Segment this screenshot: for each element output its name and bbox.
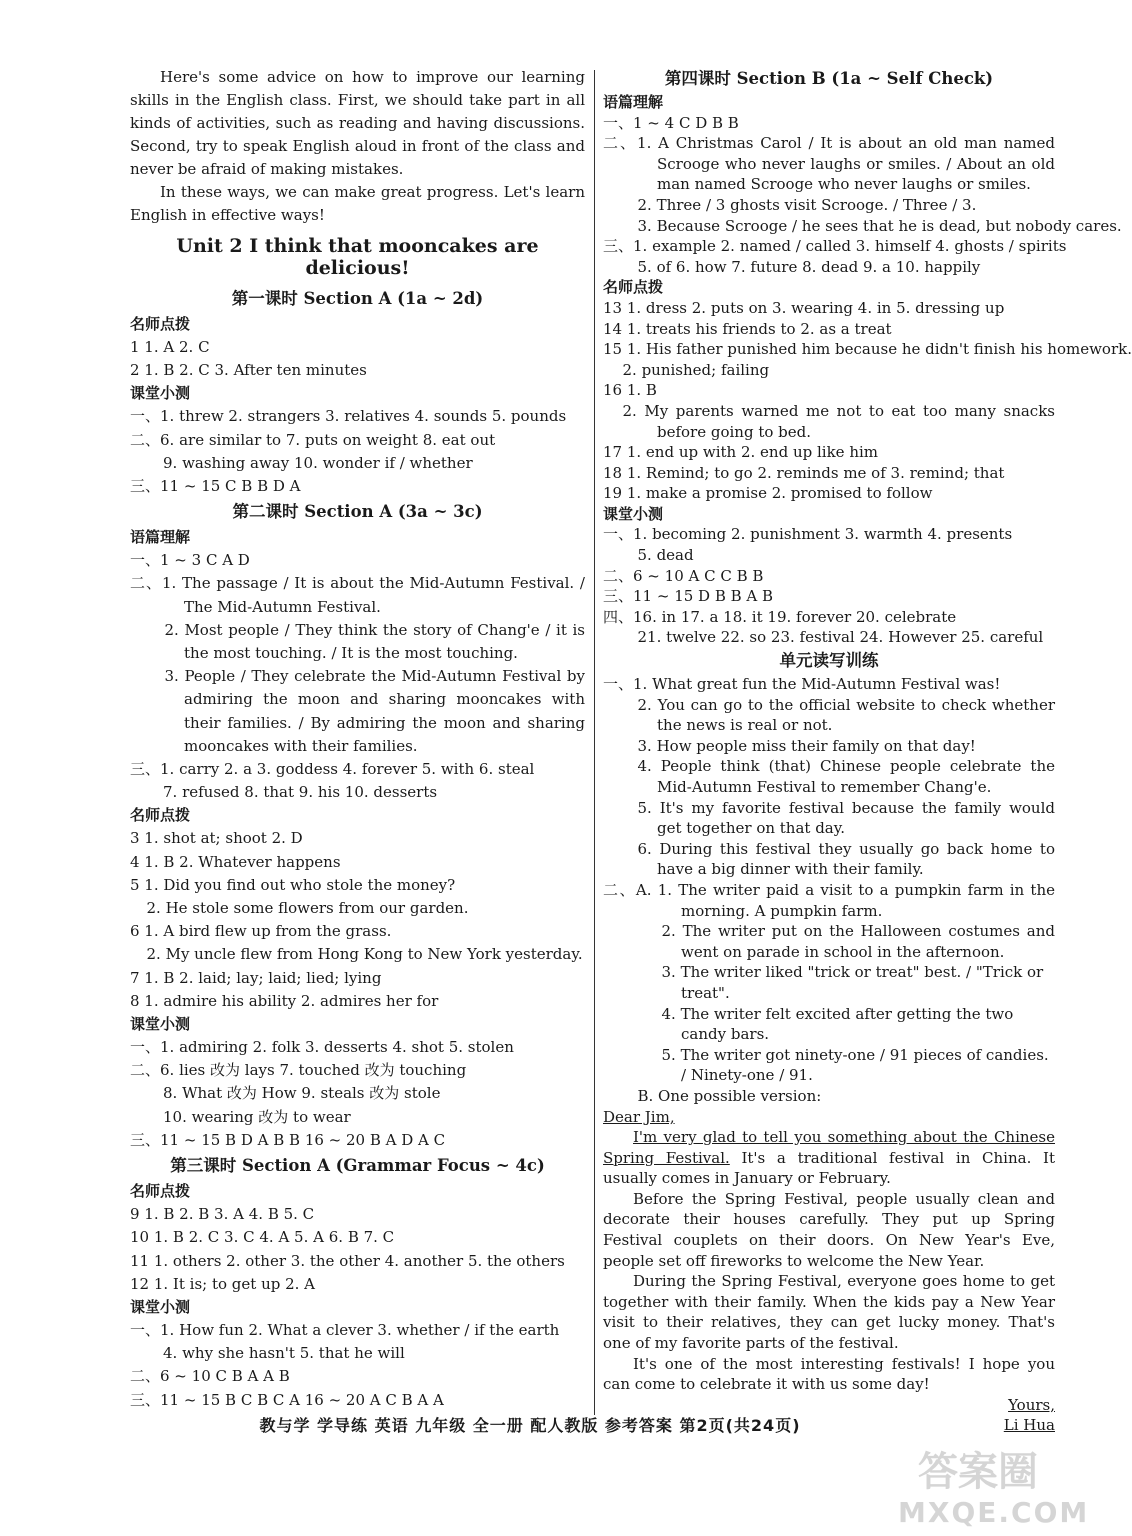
answer-line: 19 1. make a promise 2. promised to follow [603, 484, 933, 503]
page-footer: 教与学 学导练 英语 九年级 全一册 配人教版 参考答案 第2页(共24页) [259, 1416, 801, 1435]
answer-line: 2. Most people / They think the story of Chang'e / it is the most touching. / It is the most touching. [164, 620, 585, 663]
answer-line: 四、16. in 17. a 18. it 19. forever 20. celebrate [603, 607, 957, 626]
unit-training-heading: 单元读写训练 [779, 651, 879, 671]
letter-text: It's a traditional festival in China. It usually comes in January or February. [603, 1148, 1055, 1188]
answer-line: 2. The writer put on the Halloween costumes and went on parade in school in the afternoon. [661, 922, 1055, 961]
letter-paragraph: It's one of the most interesting festivals! I hope you can come to celebrate it with us some day! [603, 1354, 1055, 1394]
answer-line: 二、1. A Christmas Carol / It is about an old man named Scrooge who never laughs or smiles. / About an old man named Scrooge who never laughs or smiles. [603, 134, 1055, 194]
answer-line: 2 1. B 2. C 3. After ten minutes [130, 361, 367, 380]
answer-line: 3. People / They celebrate the Mid-Autumn Festival by admiring the moon and sharing mooncakes with their families. / By admiring the moon and sharing mooncakes with their families. [164, 667, 585, 755]
answer-line: 9 1. B 2. B 3. A 4. B 5. C [130, 1205, 315, 1224]
section-label: 课堂小测 [130, 1297, 191, 1316]
answer-line: 15 1. His father punished him because he didn't finish his homework. [603, 340, 1132, 359]
answer-line: 3 1. shot at; shoot 2. D [130, 829, 303, 848]
answer-line: 一、1. threw 2. strangers 3. relatives 4. sounds 5. pounds [130, 407, 567, 426]
answer-line: 4. why she hasn't 5. that he will [163, 1344, 405, 1363]
letter-closing: Yours, [1008, 1395, 1055, 1414]
answer-line: 二、6 ~ 10 A C C B B [603, 566, 764, 585]
letter-paragraph: Before the Spring Festival, people usually clean and decorate their houses carefully. They put up Spring Festival couplets on their doors. On New Year's Eve, people set off fireworks to welcome the New Year. [603, 1189, 1055, 1270]
answer-line: 5. dead [637, 546, 694, 565]
section-label: 名师点拨 [130, 806, 191, 825]
answer-line: 1 1. A 2. C [130, 338, 210, 356]
lesson-2-heading: 第二课时 Section A (3a ~ 3c) [232, 502, 483, 522]
answer-line: 二、6. lies 改为 lays 7. touched 改为 touching [130, 1061, 467, 1080]
answer-line: 二、6. are similar to 7. puts on weight 8. eat out [130, 430, 496, 449]
answer-line: 5. of 6. how 7. future 8. dead 9. a 10. happily [637, 257, 981, 276]
letter-paragraph [603, 1127, 1055, 1189]
answer-line: 一、1. becoming 2. punishment 3. warmth 4. presents [603, 525, 1013, 544]
answer-line: 4. The writer felt excited after getting the two candy bars. [661, 1004, 1014, 1044]
lesson-1-heading: 第一课时 Section A (1a ~ 2d) [231, 289, 484, 308]
letter-greeting: Dear Jim, [603, 1107, 675, 1126]
intro-paragraph: In these ways, we can make great progress. Let's learn English in effective ways! [130, 183, 585, 224]
answer-line: 三、11 ~ 15 C B B D A [130, 477, 301, 496]
right-column [603, 66, 1132, 1436]
answer-line: 3. Because Scrooge / he sees that he is dead, but nobody cares. [637, 216, 1122, 235]
answer-line: 16 1. B [603, 381, 657, 400]
answer-line: 三、1. example 2. named / called 3. himself 4. ghosts / spirits [603, 237, 1067, 256]
answer-line: 10 1. B 2. C 3. C 4. A 5. A 6. B 7. C [130, 1228, 395, 1247]
lesson-3-heading: 第三课时 Section A (Grammar Focus ~ 4c) [170, 1156, 545, 1176]
section-label: 课堂小测 [130, 1015, 191, 1034]
answer-line: 3. How people miss their family on that day! [637, 736, 976, 755]
answer-line: 12 1. It is; to get up 2. A [130, 1274, 316, 1293]
answer-line: 18 1. Remind; to go 2. reminds me of 3. remind; that [603, 463, 1005, 482]
answer-line: 6. During this festival they usually go back home to have a big dinner with their family. [637, 839, 1055, 879]
answer-line: 17 1. end up with 2. end up like him [603, 443, 878, 462]
answer-line: 5 1. Did you find out who stole the money? [130, 875, 456, 894]
letter-paragraph: During the Spring Festival, everyone goes home to get together with their family. When the kids pay a New Year visit to their relatives, they can get lucky money. That's one of my favorite parts of the festival. [603, 1272, 1055, 1353]
answer-line: 3. The writer liked "trick or treat" best. / "Trick or treat". [661, 963, 1044, 1002]
answer-line: 7 1. B 2. laid; lay; laid; lied; lying [130, 968, 382, 987]
answer-line: 二、6 ~ 10 C B A A B [130, 1367, 290, 1386]
answer-line: 6 1. A bird flew up from the grass. [130, 922, 392, 941]
answer-line: 2. Three / 3 ghosts visit Scrooge. / Three / 3. [637, 195, 977, 214]
answer-line: 2. My uncle flew from Hong Kong to New York yesterday. [146, 945, 583, 964]
lesson-4-heading: 第四课时 Section B (1a ~ Self Check) [664, 69, 994, 88]
answer-line: 11 1. others 2. other 3. the other 4. another 5. the others [130, 1251, 565, 1270]
answer-line: 5. The writer got ninety-one / 91 pieces of candies. / Ninety-one / 91. [661, 1045, 1049, 1085]
letter-signature: Li Hua [1003, 1416, 1055, 1435]
section-label: 名师点拨 [603, 278, 664, 297]
section-label: 名师点拨 [130, 1182, 191, 1201]
answer-line: 13 1. dress 2. puts on 3. wearing 4. in 5. dressing up [603, 298, 1005, 317]
unit-title: Unit 2 I think that mooncakes are delicious! [176, 235, 539, 279]
answer-line: 5. It's my favorite festival because the family would get together on that day. [637, 798, 1055, 838]
answer-line: 三、11 ~ 15 D B B A B [603, 587, 774, 606]
answer-line: 三、11 ~ 15 B D A B B 16 ~ 20 B A D A C [130, 1130, 446, 1149]
answer-line: 一、1. What great fun the Mid-Autumn Festival was! [603, 675, 1001, 694]
section-label: 课堂小测 [603, 504, 664, 523]
intro-paragraph: Here's some advice on how to improve our learning skills in the English class. First, we should take part in all kinds of activities, such as reading and having discussions. Second, try to speak English aloud in front of the class and never be afraid of making mistakes. [130, 68, 585, 178]
answer-line: 一、1. How fun 2. What a clever 3. whether / if the earth [130, 1320, 560, 1339]
watermark-logo [898, 1440, 1090, 1534]
answer-line: B. One possible version: [637, 1086, 822, 1105]
section-label: 语篇理解 [130, 528, 191, 547]
answer-line: 14 1. treats his friends to 2. as a treat [603, 319, 892, 338]
answer-line: 二、1. The passage / It is about the Mid-Autumn Festival. / The Mid-Autumn Festival. [130, 574, 585, 616]
answer-line: 二、A. 1. The writer paid a visit to a pumpkin farm in the morning. A pumpkin farm. [603, 880, 1055, 920]
answer-line: 2. punished; failing [622, 360, 770, 379]
answer-line: 8 1. admire his ability 2. admires her for [130, 991, 439, 1010]
answer-line: 10. wearing 改为 to wear [163, 1107, 351, 1126]
left-column [130, 66, 585, 1412]
answer-line: 2. You can go to the official website to check whether the news is real or not. [637, 695, 1055, 735]
column-divider [594, 70, 595, 1415]
answer-line: 8. What 改为 How 9. steals 改为 stole [163, 1084, 441, 1103]
answer-line: 三、11 ~ 15 B C B C A 16 ~ 20 A C B A A [130, 1390, 444, 1409]
answer-line: 一、1. admiring 2. folk 3. desserts 4. shot 5. stolen [130, 1038, 514, 1057]
answer-line: 7. refused 8. that 9. his 10. desserts [163, 783, 438, 802]
answer-line: 4 1. B 2. Whatever happens [130, 852, 341, 871]
sample-letter [603, 1107, 1055, 1437]
letter-underlined-sentence: I'm very glad to tell you something about the Chinese Spring Festival. [603, 1128, 1055, 1167]
answer-line: 一、1 ~ 4 C D B B [603, 113, 739, 132]
answer-line: 2. My parents warned me not to eat too many snacks before going to bed. [622, 401, 1055, 441]
watermark-text: 答案圈 [918, 1449, 1038, 1495]
answer-line: 4. People think (that) Chinese people celebrate the Mid-Autumn Festival to remember Chang'e. [637, 757, 1055, 796]
answer-line: 一、1 ~ 3 C A D [130, 551, 250, 570]
answer-line: 21. twelve 22. so 23. festival 24. However 25. careful [637, 628, 1044, 647]
section-label: 课堂小测 [130, 384, 191, 403]
section-label: 名师点拨 [130, 315, 191, 333]
section-label: 语篇理解 [603, 93, 664, 111]
answer-line: 2. He stole some flowers from our garden. [146, 899, 469, 918]
watermark-domain: MXQE.COM [898, 1496, 1090, 1529]
answer-line: 三、1. carry 2. a 3. goddess 4. forever 5. with 6. steal [130, 760, 535, 779]
answer-line: 9. washing away 10. wonder if / whether [163, 453, 473, 472]
